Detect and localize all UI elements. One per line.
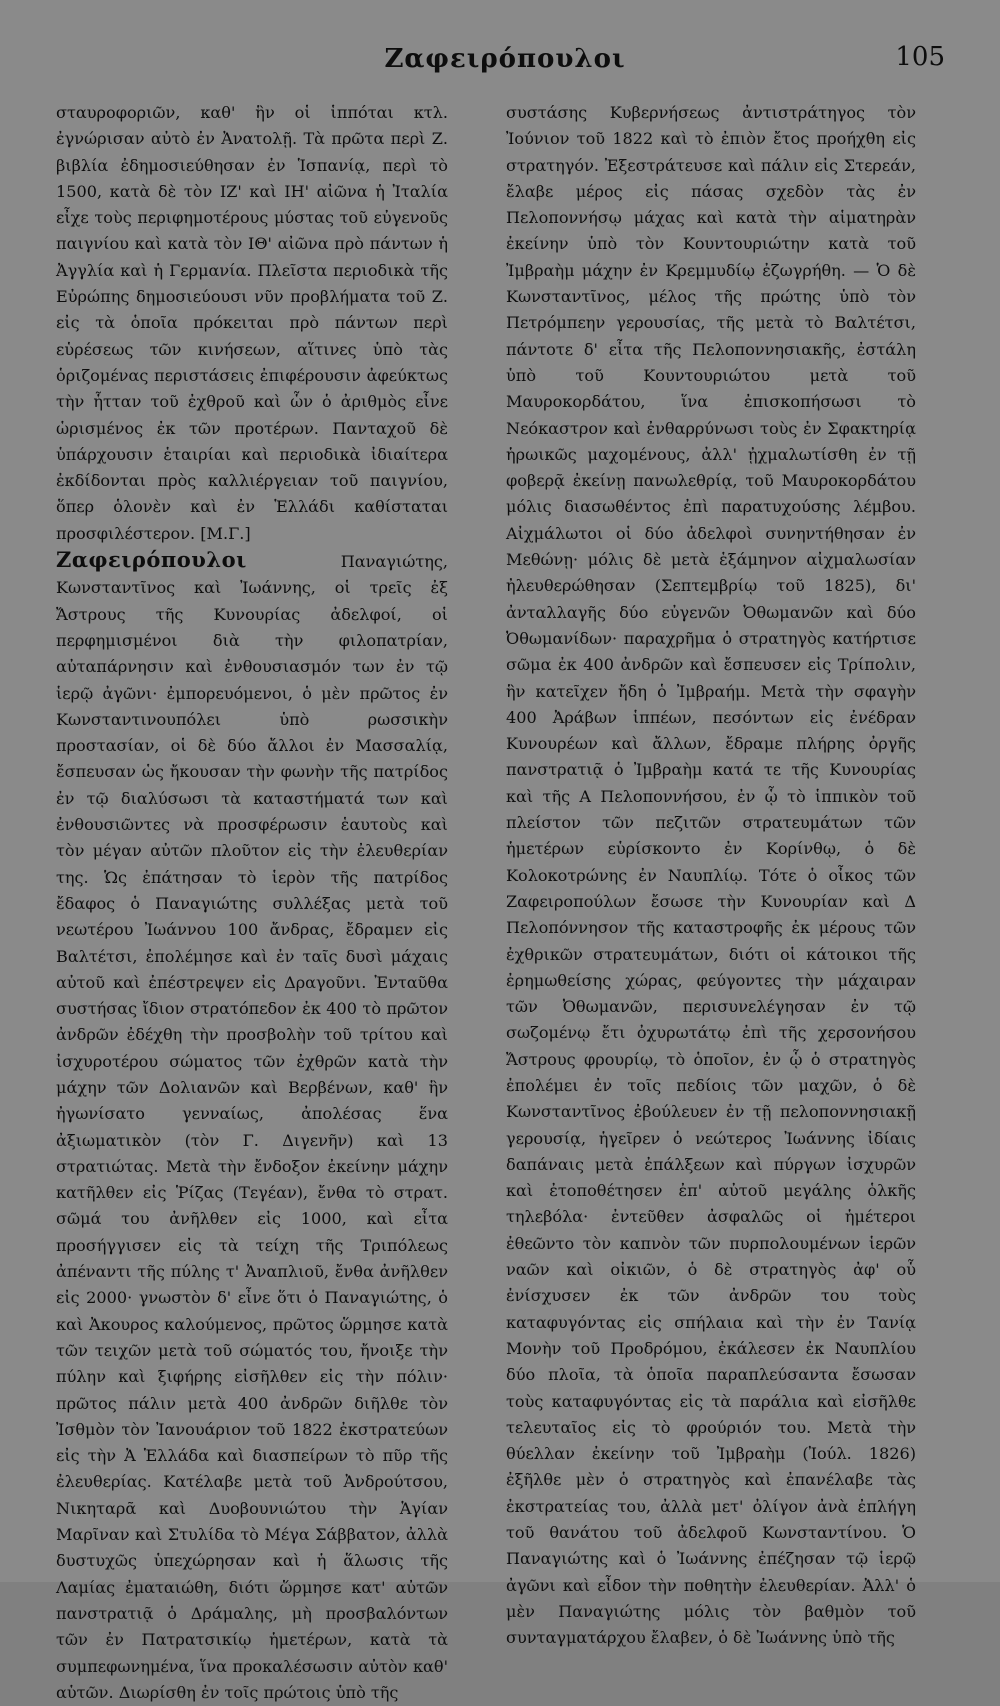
entry-paragraph <box>56 547 448 1706</box>
entry-headword: Ζαφειρόπουλοι <box>56 547 247 573</box>
running-title: Ζαφειρόπουλοι <box>384 44 626 74</box>
paragraph: σταυροφοριῶν, καθ' ἣν οἱ ἱππόται κτλ. ἐγνώρισαν αὐτὸ ἐν Ἀνατολῇ. Τὰ πρῶτα περὶ Ζ. βιβλία ἐδημοσιεύθησαν ἐν Ἱσπανίᾳ, περὶ τὸ 1500, κατὰ δὲ τὸν ΙΖ' καὶ ΙΗ' αἰῶνα ἡ Ἰταλία εἶχε τοὺς περιφημοτέρους μύστας τοῦ εὐγενοῦς παιγνίου καὶ κατὰ τὸν ΙΘ' αἰῶνα πρὸ πάντων ἡ Ἀγγλία καὶ ἡ Γερμανία. Πλεῖστα περιοδικὰ τῆς Εὐρώπης δημοσιεύουσι νῦν προβλήματα τοῦ Ζ. εἰς τὰ ὁποῖα πρόκειται πρὸ πάντων περὶ εὑρέσεως τῶν κινήσεων, αἵτινες ὑπὸ τὰς ὁριζομένας περιστάσεις ἐπιφέρουσιν ἀφεύκτως τὴν ἧτταν τοῦ ἐχθροῦ καὶ ὧν ὁ ἀριθμὸς εἶνε ὡρισμένος ἐκ τῶν προτέρων. Πανταχοῦ δὲ ὑπάρχουσιν ἑταιρίαι καὶ περιοδικὰ ἰδιαίτερα ἐκδίδονται πρὸς καλλιέργειαν τοῦ παιγνίου, ὅπερ ὁλονὲν καὶ ἐν Ἑλλάδι καθίσταται προσφιλέστερον. [Μ.Γ.] <box>56 103 448 543</box>
left-column <box>56 100 448 1706</box>
right-column <box>506 100 916 1652</box>
page-number: 105 <box>895 42 945 72</box>
page-header <box>60 38 950 82</box>
entry-text: Παναγιώτης, Κωνσταντῖνος καὶ Ἰωάννης, οἱ τρεῖς ἐξ Ἄστρους τῆς Κυνουρίας ἀδελφοί, οἱ περφημισμένοι διὰ τὴν φιλοπατρίαν, αὐταπάρνησιν καὶ ἐνθουσιασμόν των ἐν τῷ ἱερῷ ἀγῶνι· ἐμπορευόμενοι, ὁ μὲν πρῶτος ἐν Κωνσταντινουπόλει ὑπὸ ρωσσικὴν προστασίαν, οἱ δὲ δύο ἄλλοι ἐν Μασσαλίᾳ, ἔσπευσαν ὡς ἤκουσαν τὴν φωνὴν τῆς πατρίδος ἐν τῷ διαλύσωσι τὰ καταστήματά των καὶ ἐνθουσιῶντες νὰ προσφέρωσιν ἑαυτοὺς καὶ τὸν μέγαν αὐτῶν πλοῦτον εἰς τὴν ἐλευθερίαν της. Ὡς ἐπάτησαν τὸ ἱερὸν τῆς πατρίδος ἔδαφος ὁ Παναγιώτης συλλέξας μετὰ τοῦ νεωτέρου Ἰωάννου 100 ἄνδρας, ἔδραμεν εἰς Βαλτέτσι, ἐπολέμησε καὶ ἐν ταῖς δυσὶ μάχαις αὐτοῦ καὶ ἐπέστρεψεν εἰς Δραγοῦνι. Ἐνταῦθα συστήσας ἴδιον στρατόπεδον ἐκ 400 τὸ πρῶτον ἀνδρῶν ἐδέχθη τὴν προσβολὴν τοῦ τρίτου καὶ ἰσχυροτέρου σώματος τῶν ἐχθρῶν κατὰ τὴν μάχην τῶν Δολιανῶν καὶ Βερβένων, καθ' ἣν ἠγωνίσατο γενναίως, ἀπολέσας ἕνα ἀξιωματικὸν (τὸν Γ. Διγενῆν) καὶ 13 στρατιώτας. Μετὰ τὴν ἔνδοξον ἐκείνην μάχην κατῆλθεν εἰς Ῥίζας (Τεγέαν), ἔνθα τὸ στρατ. σῶμά του ἀνῆλθεν εἰς 1000, καὶ εἶτα προσήγγισεν εἰς τὰ τείχη τῆς Τριπόλεως ἀπέναντι τῆς πύλης τ' Ἀναπλιοῦ, ἔνθα ἀνῆλθεν εἰς 2000· γνωστὸν δ' εἶνε ὅτι ὁ Παναγιώτης, ὁ καὶ Ἀκουρος καλούμενος, πρῶτος ὥρμησε κατὰ τῶν τειχῶν μετὰ τοῦ σώματός του, ἤνοιξε τὴν πύλην καὶ ξιφήρης εἰσῆλθεν εἰς τὴν πόλιν· πρῶτος πάλιν μετὰ 400 ἀνδρῶν διῆλθε τὸν Ἰσθμὸν τὸν Ἰανουάριον τοῦ 1822 ἐκστρατεύων εἰς τὴν Ἀ Ἑλλάδα καὶ διασπείρων τὸ πῦρ τῆς ἐλευθερίας. Κατέλαβε μετὰ τοῦ Ἀνδρούτσου, Νικηταρᾶ καὶ Δυοβουνιώτου τὴν Ἁγίαν Μαρῖναν καὶ Στυλίδα τὸ Μέγα Σάββατον, ἀλλὰ δυστυχῶς ὑπεχώρησαν καὶ ἡ ἅλωσις τῆς Λαμίας ἐματαιώθη, διότι ὥρμησε κατ' αὐτῶν πανστρατιᾷ ὁ Δράμαλης, μὴ προσβαλόντων τῶν ἐν Πατρατσικίῳ ἡμετέρων, κατὰ τὰ συμπεφωνημένα, ἵνα προκαλέσωσιν αὐτὸν καθ' αὑτῶν. Διωρίσθη ἐν τοῖς πρώτοις ὑπὸ τῆς <box>56 552 448 1702</box>
paragraph: συστάσης Κυβερνήσεως ἀντιστράτηγος τὸν Ἰούνιον τοῦ 1822 καὶ τὸ ἐπιὸν ἔτος προήχθη εἰς στρατηγόν. Ἐξεστράτευσε καὶ πάλιν εἰς Στερεάν, ἔλαβε μέρος εἰς πάσας σχεδὸν τὰς ἐν Πελοποννήσῳ μάχας καὶ κατὰ τὴν αἱματηρὰν ἐκείνην ὑπὸ τὸν Κουντουριώτην κατὰ τοῦ Ἰμβραὴμ μάχην ἐν Κρεμμυδίῳ ἐζωγρήθη. — Ὁ δὲ Κωνσταντῖνος, μέλος τῆς πρώτης ὑπὸ τὸν Πετρόμπεην γερουσίας, τῆς μετὰ τὸ Βαλτέτσι, πάντοτε δ' εἶτα τῆς Πελοποννησιακῆς, ἐστάλη ὑπὸ τοῦ Κουντουριώτου μετὰ τοῦ Μαυροκορδάτου, ἵνα ἐπισκοπήσωσι τὸ Νεόκαστρον καὶ ἐνθαρρύνωσι τοὺς ἐν Σφακτηρίᾳ ἡρωικῶς μαχομένους, ἀλλ' ᾐχμαλωτίσθη ἐν τῇ φοβερᾷ ἐκείνῃ πανωλεθρίᾳ, τοῦ Μαυροκορδάτου μόλις διασωθέντος ἐπὶ παρατυχούσης λέμβου. Αἰχμάλωτοι οἱ δύο ἀδελφοὶ συνηντήθησαν ἐν Μεθώνῃ· μόλις δὲ μετὰ ἑξάμηνον αἰχμαλωσίαν ἠλευθερώθησαν (Σεπτεμβρίῳ τοῦ 1825), δι' ἀνταλλαγῆς δύο εὐγενῶν Ὀθωμανῶν καὶ δύο Ὀθωμανίδων· παραχρῆμα ὁ στρατηγὸς κατήρτισε σῶμα ἐκ 400 ἀνδρῶν καὶ ἔσπευσεν εἰς Τρίπολιν, ἣν κατεῖχεν ἤδη ὁ Ἰμβραήμ. Μετὰ τὴν σφαγὴν 400 Ἀράβων ἱππέων, πεσόντων εἰς ἐνέδραν Κυνουρέων καὶ ἄλλων, ἔδραμε πλήρης ὀργῆς πανστρατιᾷ ὁ Ἰμβραὴμ κατά τε τῆς Κυνουρίας καὶ τῆς Α Πελοποννήσου, ἐν ᾧ τὸ ἱππικὸν τοῦ πλείστον τῶν πεζιτῶν στρατευμάτων τῶν ἡμετέρων εὑρίσκοντο ἐν Κορίνθῳ, ὁ δὲ Κολοκοτρώνης ἐν Ναυπλίῳ. Τότε ὁ οἶκος τῶν Ζαφειροπούλων ἔσωσε τὴν Κυνουρίαν καὶ Δ Πελοπόννησον τῆς καταστροφῆς ἐκ μέρους τῶν ἐχθρικῶν στρατευμάτων, διότι οἱ κάτοικοι τῆς ἐρημωθείσης χώρας, φεύγοντες τὴν μάχαιραν τῶν Ὀθωμανῶν, περισυνελέγησαν ἐν τῷ σωζομένῳ ἔτι ὀχυρωτάτῳ ἐπὶ τῆς χερσονήσου Ἄστρους φρουρίῳ, τὸ ὁποῖον, ἐν ᾧ ὁ στρατηγὸς ἐπολέμει ἐν τοῖς πεδίοις τῶν μαχῶν, ὁ δὲ Κωνσταντῖνος ἐβούλευεν ἐν τῇ πελοποννησιακῇ γερουσίᾳ, ἡγεῖρεν ὁ νεώτερος Ἰωάννης ἰδίαις δαπάναις μετὰ ἐπάλξεων καὶ πύργων ἰσχυρῶν καὶ ἐτοποθέτησεν ἐπ' αὐτοῦ μεγάλης ὁλκῆς τηλεβόλα· ἐντεῦθεν ἀσφαλῶς οἱ ἡμέτεροι ἐθεῶντο τὸν καπνὸν τῶν πυρπολουμένων ἱερῶν ναῶν καὶ οἰκιῶν, ὁ δὲ στρατηγὸς ἀφ' οὗ ἐνίσχυσεν ἐκ τῶν ἀνδρῶν του τοὺς καταφυγόντας εἰς σπήλαια καὶ τὴν ἐν Τανίᾳ Μονὴν τοῦ Προδρόμου, ἐκάλεσεν ἐκ Ναυπλίου δύο πλοῖα, τὰ ὁποῖα παραπλεύσαντα ἔσωσαν τοὺς καταφυγόντας εἰς τὰ παράλια καὶ εἰσῆλθε τελευταῖος εἰς τὸ φρούριόν του. Μετὰ τὴν θύελλαν ἐκείνην τοῦ Ἰμβραὴμ (Ἰούλ. 1826) ἐξῆλθε μὲν ὁ στρατηγὸς καὶ ἐπανέλαβε τὰς ἐκστρατείας του, ἀλλὰ μετ' ὀλίγον ἀνὰ ἐπλήγη τοῦ θανάτου τοῦ ἀδελφοῦ Κωνσταντίνου. Ὁ Παναγιώτης καὶ ὁ Ἰωάννης ἐπέζησαν τῷ ἱερῷ ἀγῶνι καὶ εἶδον τὴν ποθητὴν ἐλευθερίαν. Ἀλλ' ὁ μὲν Παναγιώτης μόλις τὸν βαθμὸν τοῦ συνταγματάρχου ἔλαβεν, ὁ δὲ Ἰωάννης ὑπὸ τῆς <box>506 103 916 1648</box>
